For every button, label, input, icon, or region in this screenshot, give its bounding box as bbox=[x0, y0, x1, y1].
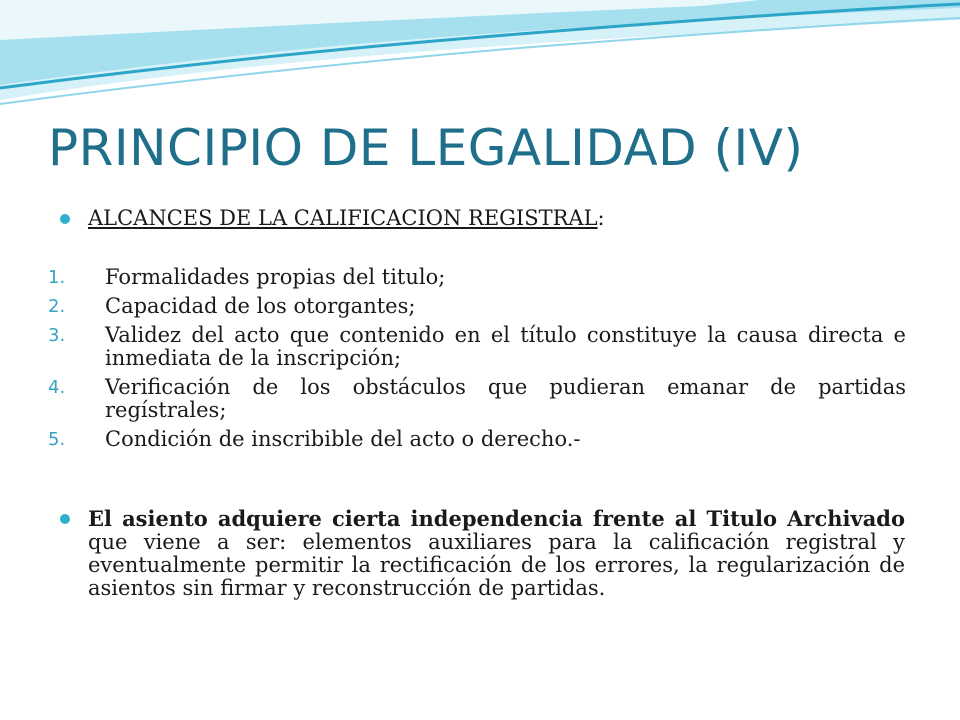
asiento-rest-text: que viene a ser: elementos auxiliares para la calificación registral y eventualmente permitir la rectificación de los errores, la regularización de asientos sin firmar y reconstrucción de partidas. bbox=[88, 530, 905, 600]
asiento-bold-text: El asiento adquiere cierta independencia frente al Titulo Archivado bbox=[88, 506, 905, 531]
list-item bbox=[48, 376, 906, 422]
slide-title: PRINCIPIO DE LEGALIDAD (IV) bbox=[48, 119, 804, 177]
alcances-heading: ALCANCES DE LA CALIFICACION REGISTRAL bbox=[88, 206, 598, 230]
bullet-dot-icon bbox=[60, 514, 70, 524]
list-item bbox=[48, 266, 906, 289]
criteria-list bbox=[48, 266, 906, 457]
list-number: 4. bbox=[48, 377, 66, 398]
list-item bbox=[48, 295, 906, 318]
list-item-text: Condición de inscribible del acto o derecho.- bbox=[105, 427, 581, 451]
list-item-text: Formalidades propias del titulo; bbox=[105, 265, 446, 289]
list-number: 2. bbox=[48, 296, 66, 317]
list-item-text: Verificación de los obstáculos que pudieran emanar de partidas regístrales; bbox=[105, 375, 906, 422]
bullet-alcances bbox=[60, 206, 905, 230]
list-item-text: Validez del acto que contenido en el título constituye la causa directa e inmediata de la inscripción; bbox=[105, 323, 906, 370]
list-item bbox=[48, 324, 906, 370]
alcances-colon: : bbox=[597, 206, 605, 230]
header-wave-decoration bbox=[0, 0, 960, 110]
bullet-asiento bbox=[60, 507, 905, 600]
list-number: 3. bbox=[48, 325, 66, 346]
bullet-dot-icon bbox=[60, 214, 70, 224]
list-number: 1. bbox=[48, 267, 66, 288]
list-item-text: Capacidad de los otorgantes; bbox=[105, 294, 416, 318]
list-item bbox=[48, 428, 906, 451]
list-number: 5. bbox=[48, 429, 66, 450]
